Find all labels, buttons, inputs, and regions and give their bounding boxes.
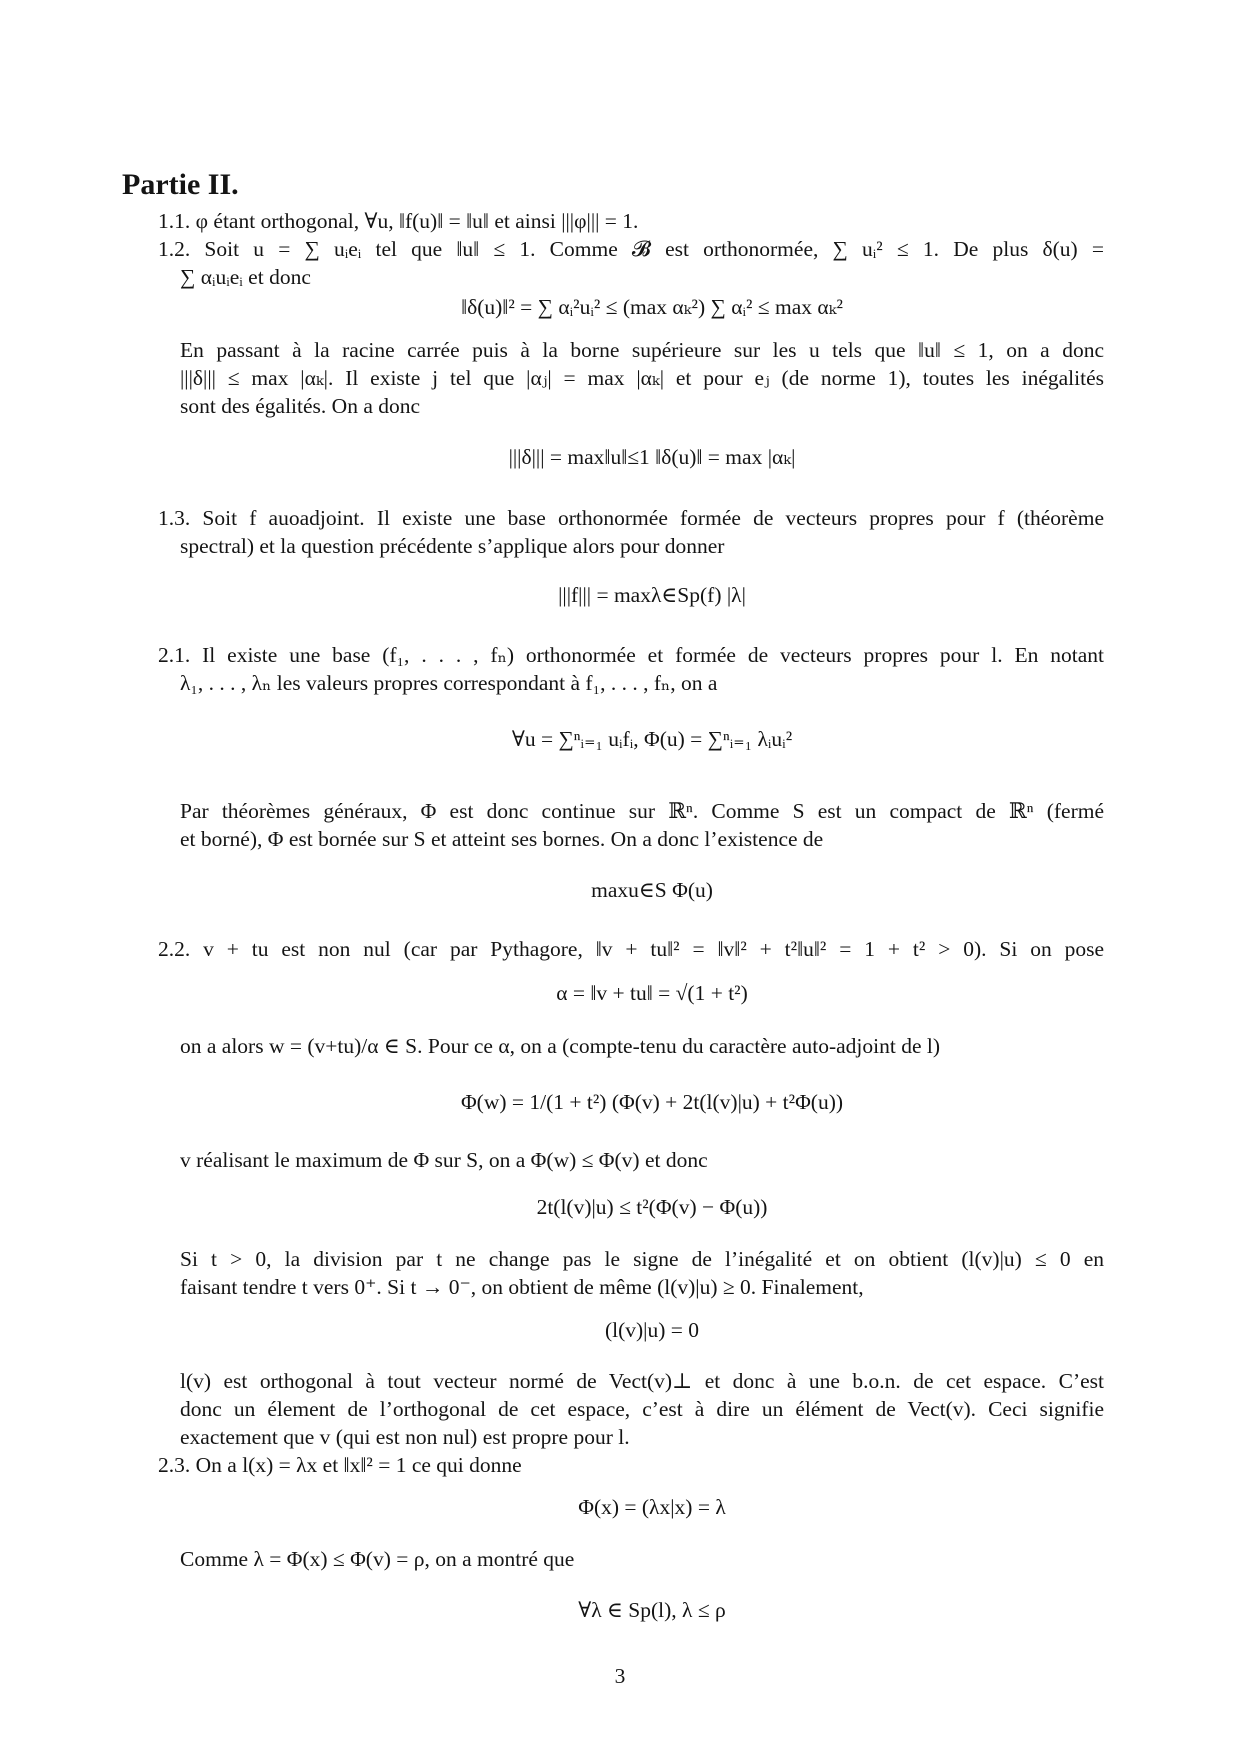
section-heading: Partie II.	[122, 168, 239, 201]
text-line: ∑ αᵢuᵢeᵢ et donc	[180, 265, 311, 289]
equation-norm-delta: ‖δ(u)‖² = ∑ αᵢ²uᵢ² ≤ (max αₖ²) ∑ αᵢ² ≤ max αₖ²	[461, 295, 843, 319]
text-line-1-3: 1.3. Soit f auoadjoint. Il existe une base orthonormée formée de vecteurs propres pour f (théorème	[158, 506, 1104, 530]
equation-norm-delta-max: |||δ||| = max‖u‖≤1 ‖δ(u)‖ = max |αₖ|	[508, 445, 796, 469]
text-line: spectral) et la question précédente s’applique alors pour donner	[180, 534, 725, 558]
text-line: En passant à la racine carrée puis à la borne supérieure sur les u tels que ‖u‖ ≤ 1, on a donc	[180, 338, 1104, 362]
text-line: λ₁, . . . , λₙ les valeurs propres correspondant à f₁, . . . , fₙ, on a	[180, 671, 718, 695]
text-line: v réalisant le maximum de Φ sur S, on a Φ(w) ≤ Φ(v) et donc	[180, 1148, 708, 1172]
text-line: Comme λ = Φ(x) ≤ Φ(v) = ρ, on a montré que	[180, 1547, 575, 1571]
equation-alpha: α = ‖v + tu‖ = √(1 + t²)	[556, 981, 748, 1005]
equation-inequality: 2t(l(v)|u) ≤ t²(Φ(v) − Φ(u))	[536, 1195, 768, 1219]
text-line: |||δ||| ≤ max |αₖ|. Il existe j tel que |αⱼ| = max |αₖ| et pour eⱼ (de norme 1), toutes les inégalités	[180, 366, 1104, 390]
text-line: l(v) est orthogonal à tout vecteur normé de Vect(v)⊥ et donc à une b.o.n. de cet espace. C’est	[180, 1369, 1104, 1393]
equation-conclusion: ∀λ ∈ Sp(l), λ ≤ ρ	[578, 1598, 726, 1622]
text-line: et borné), Φ est bornée sur S et atteint ses bornes. On a donc l’existence de	[180, 827, 824, 851]
text-line: sont des égalités. On a donc	[180, 394, 421, 418]
equation-norm-f: |||f||| = maxλ∈Sp(f) |λ|	[558, 583, 746, 607]
text-line: faisant tendre t vers 0⁺. Si t → 0⁻, on obtient de même (l(v)|u) ≥ 0. Finalement,	[180, 1275, 864, 1299]
text-line-1-2: 1.2. Soit u = ∑ uᵢeᵢ tel que ‖u‖ ≤ 1. Comme 𝓑 est orthonormée, ∑ uᵢ² ≤ 1. De plus δ(u) =	[158, 237, 1104, 261]
text-line-1-1: 1.1. φ étant orthogonal, ∀u, ‖f(u)‖ = ‖u‖ et ainsi |||φ||| = 1.	[158, 209, 639, 233]
text-line: exactement que v (qui est non nul) est propre pour l.	[180, 1425, 630, 1449]
text-line: on a alors w = (v+tu)/α ∈ S. Pour ce α, on a (compte-tenu du caractère auto-adjoint de l)	[180, 1034, 941, 1058]
text-line-2-3: 2.3. On a l(x) = λx et ‖x‖² = 1 ce qui donne	[158, 1453, 522, 1477]
text-line: donc un élement de l’orthogonal de cet espace, c’est à dire un élément de Vect(v). Ceci signifie	[180, 1397, 1104, 1421]
text-line-2-2: 2.2. v + tu est non nul (car par Pythagore, ‖v + tu‖² = ‖v‖² + t²‖u‖² = 1 + t² > 0). Si on pose	[158, 937, 1104, 961]
equation-orthogonal: (l(v)|u) = 0	[604, 1318, 700, 1342]
equation-phi-x: Φ(x) = (λx|x) = λ	[578, 1495, 726, 1519]
equation-phi-w: Φ(w) = 1/(1 + t²) (Φ(v) + 2t(l(v)|u) + t²Φ(u))	[460, 1090, 844, 1114]
page-number: 3	[614, 1664, 626, 1688]
text-line: Si t > 0, la division par t ne change pas le signe de l’inégalité et on obtient (l(v)|u) ≤ 0 en	[180, 1247, 1104, 1271]
text-line: Par théorèmes généraux, Φ est donc continue sur ℝⁿ. Comme S est un compact de ℝⁿ (fermé	[180, 799, 1104, 823]
equation-phi-sum: ∀u = ∑ⁿᵢ₌₁ uᵢfᵢ, Φ(u) = ∑ⁿᵢ₌₁ λᵢuᵢ²	[511, 727, 793, 751]
text-line-2-1: 2.1. Il existe une base (f₁, . . . , fₙ) orthonormée et formée de vecteurs propres pour l. En notant	[158, 643, 1104, 667]
equation-max-phi: maxu∈S Φ(u)	[591, 878, 713, 902]
